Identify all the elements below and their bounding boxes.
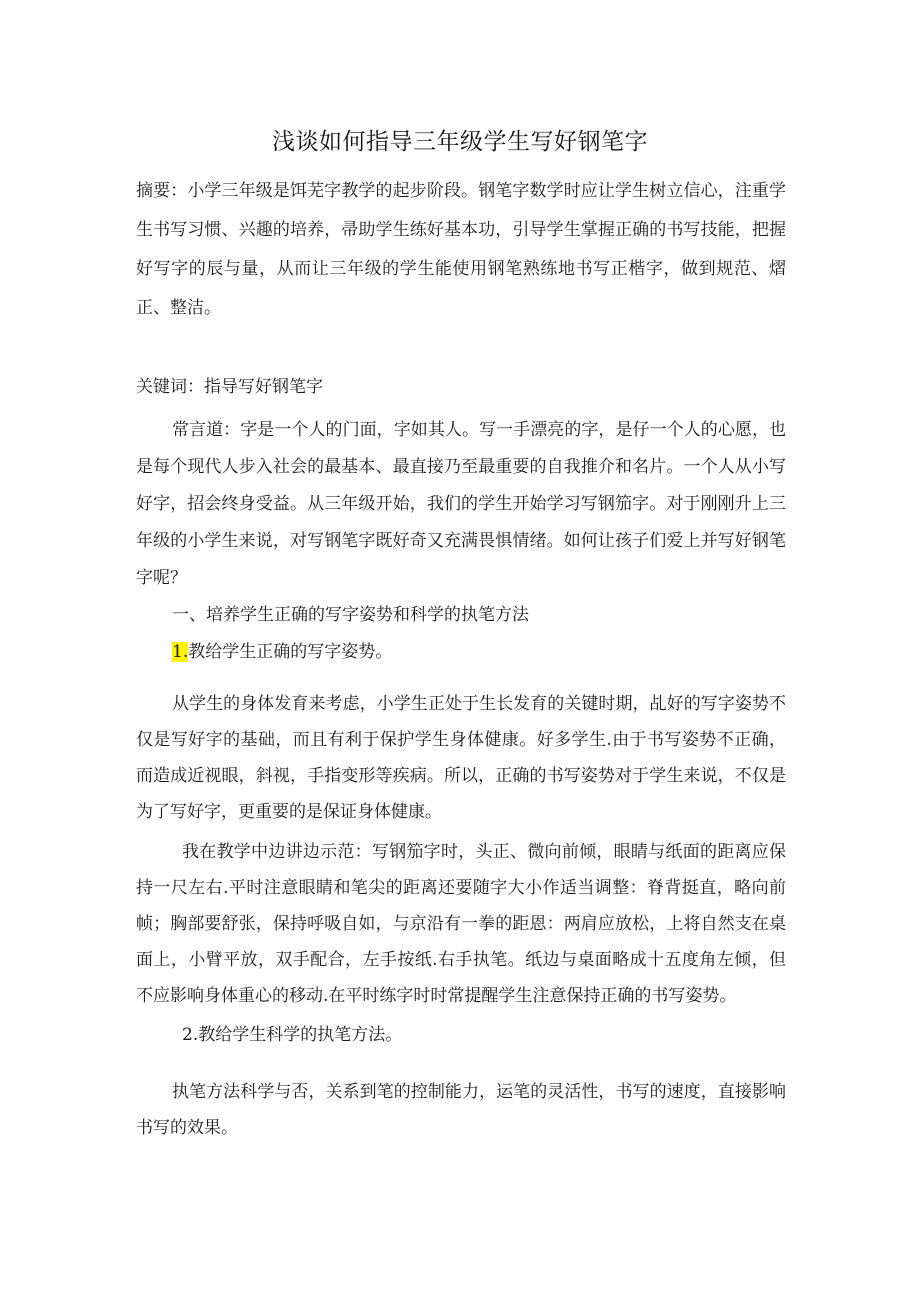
- highlighted-number: 1.: [172, 642, 189, 662]
- intro-paragraph: 常言道：字是一个人的门面，字如其人。写一手漂亮的字，是仔一个人的心愿，也是每个现代人步入社会的最基本、最直接乃至最重要的自我推介和名片。一个人从小写好字，招会终身受益。从三年级开始，我们的学生开始学习写钢笳字。对于刚刚升上三年级的小学生来说，对写钢笔字既好奇又充满畏惧情绪。如何让孩子们爱上并写好钢笔字呢？: [136, 420, 786, 588]
- abstract-paragraph: 摘要：小学三年级是饵芜字教学的起步阶段。钢笔字数学时应让学生树立信心，注重学生书写习惯、兴趣的培养，帚助学生练好基本功，引导学生掌握正确的书写技能，把握好写字的辰与量，从而让三年级的学生能使用钢笔熟练地书写正楷字，做到规范、熠正、整洁。: [136, 181, 786, 318]
- section-heading-1: 一、培养学生正确的写字姿势和科学的执笔方法: [172, 605, 529, 625]
- item-heading-1-text: 教给学生正确的写字姿势。: [188, 642, 393, 662]
- keywords-line: 关键词：指导写好钢笔字: [136, 377, 323, 397]
- demonstration-paragraph: 我在教学中边讲边示范：写钢笳字时，头正、微向前倾，眼睛与纸面的距离应保持一尺左右.平时注意眼睛和笔尖的距离还要随字大小作适当调整：脊背挺直，略向前帧；胸部要舒张，保持呼吸自如，与京沿有一拳的距恩：两肩应放松，上将自然支在桌面上，小臂平放，双手配合，左手按纸.右手执笔。纸边与桌面略成十五度角左倾，但不应影响身体重心的移动.在平时练字时时常提醒学生注意保持正确的书写姿势。: [136, 842, 786, 1006]
- item-heading-2: 2.教给学生科学的执笔方法。: [182, 1025, 403, 1045]
- pen-holding-paragraph: 执笔方法科学与否，关系到笔的控制能力，运笔的灵活性，书写的速度，直接影响书写的效果。: [136, 1082, 786, 1138]
- document-title: 浅谈如何指导三年级学生写好钢笔字: [272, 129, 648, 155]
- item-heading-1: [136, 637, 786, 667]
- posture-paragraph: 从学生的身体发育来考虑，小学生正处于生长发育的关键时期，乩好的写字姿势不仅是写好字的基础，而且有利于保护学生身体健康。好多学生.由于书写姿势不正确，而造成近视眼，斜视，手指变形等疾病。所以，正确的书写姿势对于学生来说，不仅是为了写好字，更重要的是保证身体健康。: [136, 694, 786, 822]
